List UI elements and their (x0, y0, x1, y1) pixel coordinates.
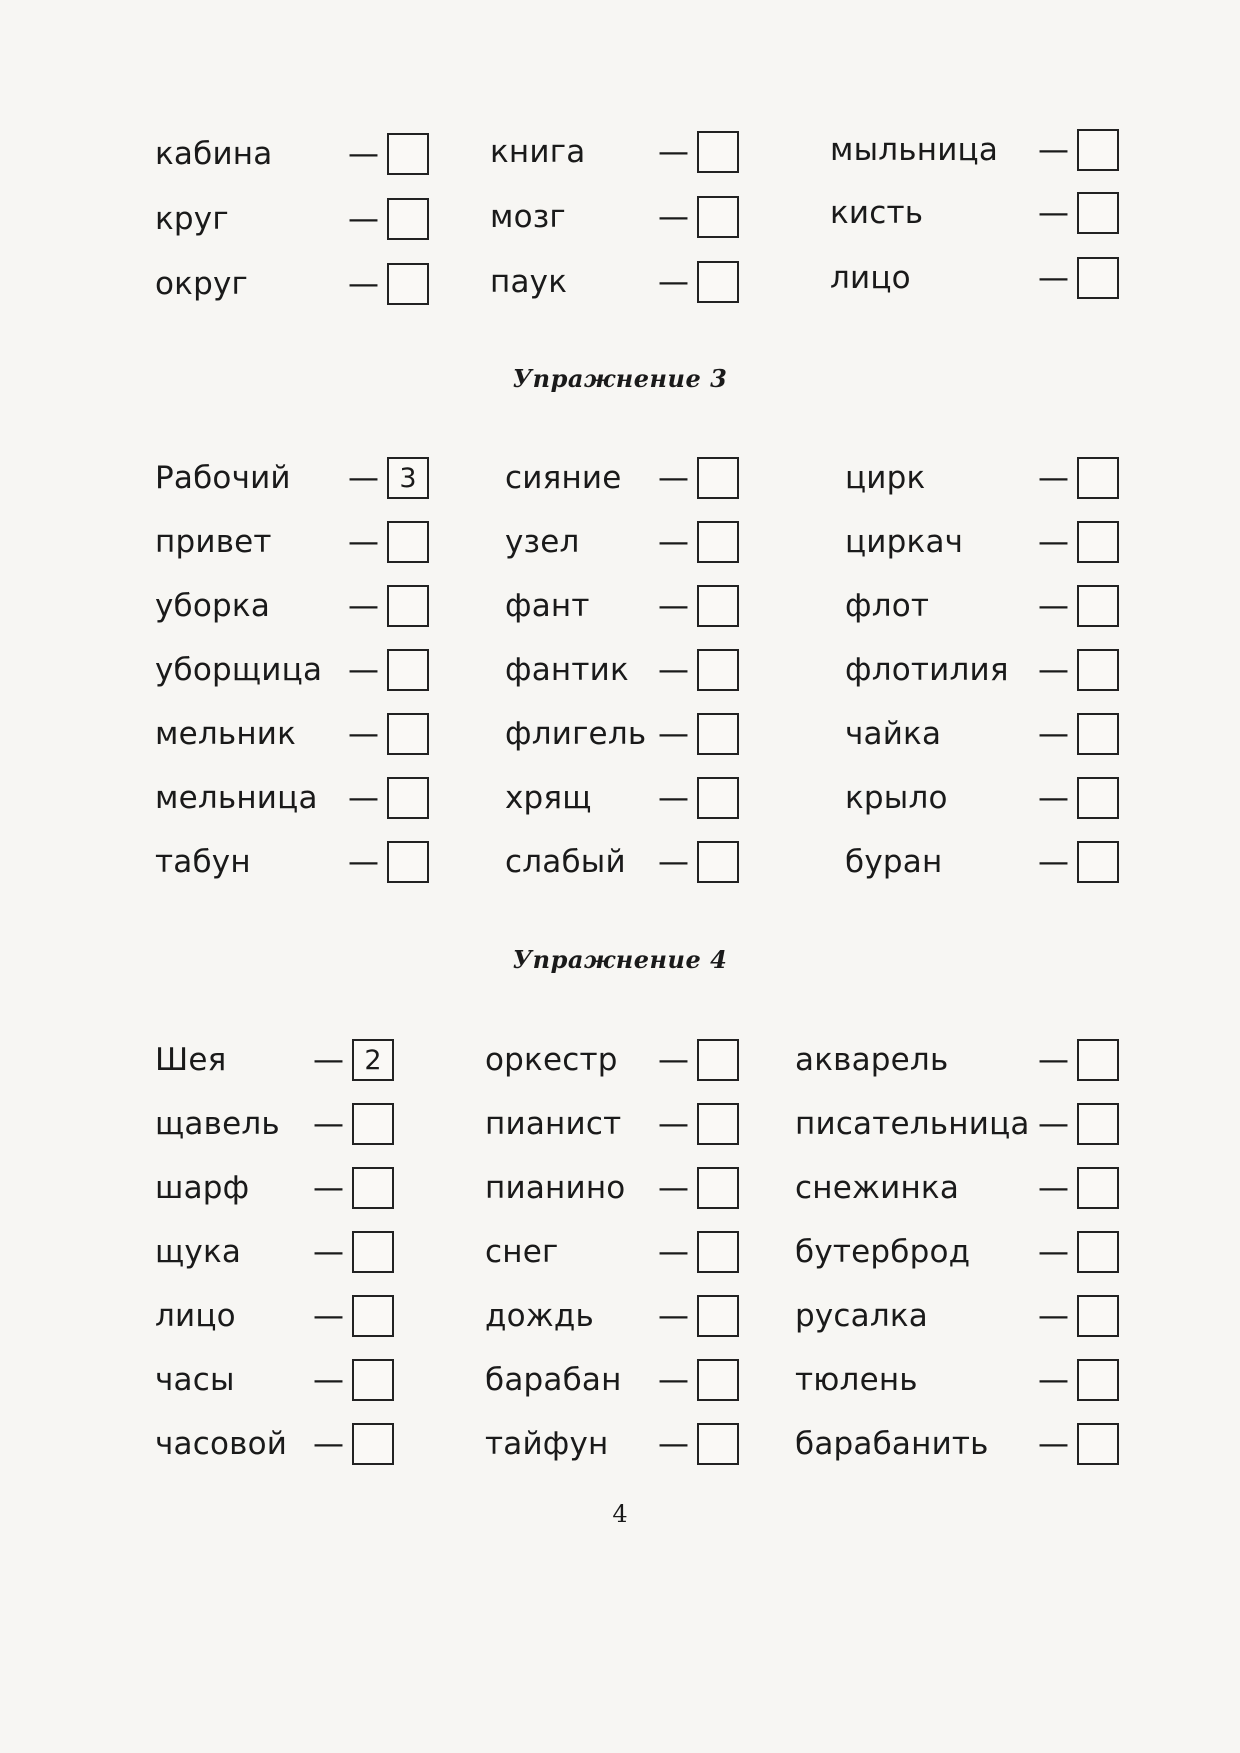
word: Рабочий (155, 460, 291, 496)
dash: — (1038, 1426, 1069, 1462)
answer-box[interactable] (1077, 1295, 1119, 1337)
dash: — (658, 780, 689, 816)
word-entry (490, 258, 739, 306)
word-entry (155, 1420, 394, 1468)
word: пианино (485, 1170, 626, 1206)
dash: — (1038, 588, 1069, 624)
answer-box[interactable] (352, 1423, 394, 1465)
dash: — (658, 1234, 689, 1270)
dash: — (313, 1234, 344, 1270)
dash: — (1038, 1170, 1069, 1206)
answer-box[interactable] (352, 1295, 394, 1337)
dash: — (658, 1426, 689, 1462)
dash: — (658, 460, 689, 496)
dash: — (658, 524, 689, 560)
word: лицо (155, 1298, 236, 1334)
word: флот (845, 588, 930, 624)
dash: — (313, 1362, 344, 1398)
answer-box[interactable] (697, 1231, 739, 1273)
dash: — (1038, 1362, 1069, 1398)
dash: — (348, 588, 379, 624)
dash: — (1038, 460, 1069, 496)
answer-box[interactable] (1077, 1039, 1119, 1081)
answer-box[interactable] (387, 198, 429, 240)
word: флигель (505, 716, 647, 752)
word-entry (490, 128, 739, 176)
word-entry (505, 710, 739, 758)
word: акварель (795, 1042, 949, 1078)
word-entry (830, 189, 1119, 237)
word-entry (845, 646, 1119, 694)
word: мельник (155, 716, 297, 752)
word-entry (485, 1356, 739, 1404)
word: флотилия (845, 652, 1009, 688)
answer-box[interactable] (1077, 841, 1119, 883)
page-number: 4 (612, 1500, 628, 1528)
answer-box[interactable] (1077, 192, 1119, 234)
dash: — (658, 134, 689, 170)
answer-box[interactable] (387, 133, 429, 175)
word: слабый (505, 844, 626, 880)
word: мыльница (830, 132, 999, 168)
answer-box[interactable]: 3 (387, 457, 429, 499)
dash: — (348, 844, 379, 880)
dash: — (313, 1170, 344, 1206)
word: бутерброд (795, 1234, 971, 1270)
answer-box[interactable] (1077, 1423, 1119, 1465)
word: буран (845, 844, 943, 880)
dash: — (313, 1042, 344, 1078)
answer-box[interactable] (1077, 777, 1119, 819)
answer-box[interactable] (697, 649, 739, 691)
dash: — (348, 136, 379, 172)
answer-box[interactable] (697, 713, 739, 755)
word-entry (155, 454, 429, 502)
dash: — (348, 780, 379, 816)
word: тайфун (485, 1426, 609, 1462)
word-entry (830, 126, 1119, 174)
word: табун (155, 844, 251, 880)
word: уборка (155, 588, 271, 624)
dash: — (1038, 260, 1069, 296)
word-entry (155, 1164, 394, 1212)
dash: — (658, 588, 689, 624)
word-entry (485, 1100, 739, 1148)
dash: — (348, 716, 379, 752)
dash: — (348, 652, 379, 688)
word: русалка (795, 1298, 928, 1334)
dash: — (348, 460, 379, 496)
word: узел (505, 524, 580, 560)
answer-box[interactable] (697, 131, 739, 173)
answer-box[interactable] (697, 1423, 739, 1465)
word-entry (505, 518, 739, 566)
word-entry (795, 1228, 1119, 1276)
answer-box[interactable] (1077, 1103, 1119, 1145)
word-entry (845, 774, 1119, 822)
word: кисть (830, 195, 924, 231)
word-entry (155, 1292, 394, 1340)
word: часовой (155, 1426, 288, 1462)
answer-box[interactable] (387, 263, 429, 305)
word: барабанить (795, 1426, 989, 1462)
dash: — (658, 652, 689, 688)
answer-box[interactable]: 2 (352, 1039, 394, 1081)
dash: — (1038, 780, 1069, 816)
answer-box[interactable] (352, 1167, 394, 1209)
dash: — (658, 1042, 689, 1078)
word-entry (795, 1292, 1119, 1340)
word: мозг (490, 199, 566, 235)
word: снежинка (795, 1170, 960, 1206)
dash: — (1038, 195, 1069, 231)
dash: — (658, 264, 689, 300)
dash: — (1038, 524, 1069, 560)
answer-box[interactable] (697, 777, 739, 819)
answer-box[interactable] (1077, 649, 1119, 691)
word-entry (795, 1100, 1119, 1148)
answer-box[interactable] (1077, 257, 1119, 299)
word: пианист (485, 1106, 622, 1142)
word-entry (485, 1228, 739, 1276)
word-entry (505, 454, 739, 502)
dash: — (1038, 716, 1069, 752)
word-entry (485, 1420, 739, 1468)
answer-box[interactable] (387, 585, 429, 627)
dash: — (348, 524, 379, 560)
word-entry (485, 1164, 739, 1212)
word-entry (155, 518, 429, 566)
word: лицо (830, 260, 911, 296)
answer-box[interactable] (1077, 585, 1119, 627)
dash: — (1038, 1298, 1069, 1334)
word-entry (505, 646, 739, 694)
answer-box[interactable] (697, 196, 739, 238)
dash: — (313, 1426, 344, 1462)
answer-box[interactable] (697, 1359, 739, 1401)
word: дождь (485, 1298, 595, 1334)
answer-box[interactable] (697, 585, 739, 627)
word: шарф (155, 1170, 250, 1206)
answer-box[interactable] (1077, 129, 1119, 171)
word-entry (155, 646, 429, 694)
word: крыло (845, 780, 948, 816)
word: писательница (795, 1106, 1030, 1142)
answer-box[interactable] (352, 1231, 394, 1273)
dash: — (1038, 844, 1069, 880)
word: фантик (505, 652, 629, 688)
word: циркач (845, 524, 964, 560)
answer-box[interactable] (1077, 1231, 1119, 1273)
word: паук (490, 264, 568, 300)
dash: — (348, 266, 379, 302)
word-entry (155, 195, 429, 243)
word-entry (485, 1036, 739, 1084)
dash: — (658, 1298, 689, 1334)
word-entry (490, 193, 739, 241)
word-entry (505, 838, 739, 886)
word: привет (155, 524, 272, 560)
word-entry (155, 1100, 394, 1148)
answer-box[interactable] (1077, 457, 1119, 499)
word: щука (155, 1234, 242, 1270)
word-entry (155, 710, 429, 758)
dash: — (658, 716, 689, 752)
word: чайка (845, 716, 942, 752)
word: кабина (155, 136, 273, 172)
dash: — (658, 1362, 689, 1398)
answer-box[interactable] (387, 713, 429, 755)
word: оркестр (485, 1042, 618, 1078)
word-entry (845, 710, 1119, 758)
dash: — (658, 1170, 689, 1206)
word-entry (845, 454, 1119, 502)
word: мельница (155, 780, 318, 816)
answer-box[interactable] (387, 649, 429, 691)
word: фант (505, 588, 590, 624)
word-entry (155, 774, 429, 822)
answer-box[interactable] (697, 1039, 739, 1081)
word: барабан (485, 1362, 622, 1398)
word: хрящ (505, 780, 592, 816)
word-entry (505, 774, 739, 822)
dash: — (658, 844, 689, 880)
word: сияние (505, 460, 622, 496)
word-entry (795, 1036, 1119, 1084)
word-entry (845, 518, 1119, 566)
word-entry (845, 582, 1119, 630)
answer-box[interactable] (697, 1295, 739, 1337)
word: щавель (155, 1106, 280, 1142)
word-entry (795, 1420, 1119, 1468)
word-entry (155, 260, 429, 308)
word-entry (155, 1356, 394, 1404)
answer-box[interactable] (697, 261, 739, 303)
word-entry (155, 838, 429, 886)
dash: — (1038, 1234, 1069, 1270)
dash: — (1038, 1106, 1069, 1142)
answer-box[interactable] (697, 457, 739, 499)
word: Шея (155, 1042, 227, 1078)
word-entry (505, 582, 739, 630)
word-entry (485, 1292, 739, 1340)
exercise-3-heading: Упражнение 3 (512, 364, 728, 393)
word: уборщица (155, 652, 323, 688)
word: круг (155, 201, 229, 237)
dash: — (313, 1106, 344, 1142)
word: часы (155, 1362, 235, 1398)
answer-box[interactable] (352, 1359, 394, 1401)
dash: — (658, 199, 689, 235)
answer-box[interactable] (1077, 521, 1119, 563)
answer-box[interactable] (387, 841, 429, 883)
dash: — (348, 201, 379, 237)
word: тюлень (795, 1362, 918, 1398)
answer-box[interactable] (1077, 1167, 1119, 1209)
word-entry (155, 1228, 394, 1276)
word-entry (795, 1356, 1119, 1404)
answer-box[interactable] (697, 841, 739, 883)
dash: — (658, 1106, 689, 1142)
dash: — (313, 1298, 344, 1334)
answer-box[interactable] (352, 1103, 394, 1145)
exercise-4-heading: Упражнение 4 (512, 945, 728, 974)
dash: — (1038, 652, 1069, 688)
dash: — (1038, 132, 1069, 168)
answer-box[interactable] (697, 521, 739, 563)
word-entry (845, 838, 1119, 886)
dash: — (1038, 1042, 1069, 1078)
answer-box[interactable] (1077, 1359, 1119, 1401)
word-entry (155, 582, 429, 630)
word-entry (830, 254, 1119, 302)
word-entry (795, 1164, 1119, 1212)
word-entry (155, 1036, 394, 1084)
word: книга (490, 134, 586, 170)
word: цирк (845, 460, 926, 496)
word: округ (155, 266, 249, 302)
answer-box[interactable] (387, 777, 429, 819)
answer-box[interactable] (697, 1167, 739, 1209)
answer-box[interactable] (1077, 713, 1119, 755)
answer-box[interactable] (387, 521, 429, 563)
word: снег (485, 1234, 559, 1270)
answer-box[interactable] (697, 1103, 739, 1145)
word-entry (155, 130, 429, 178)
